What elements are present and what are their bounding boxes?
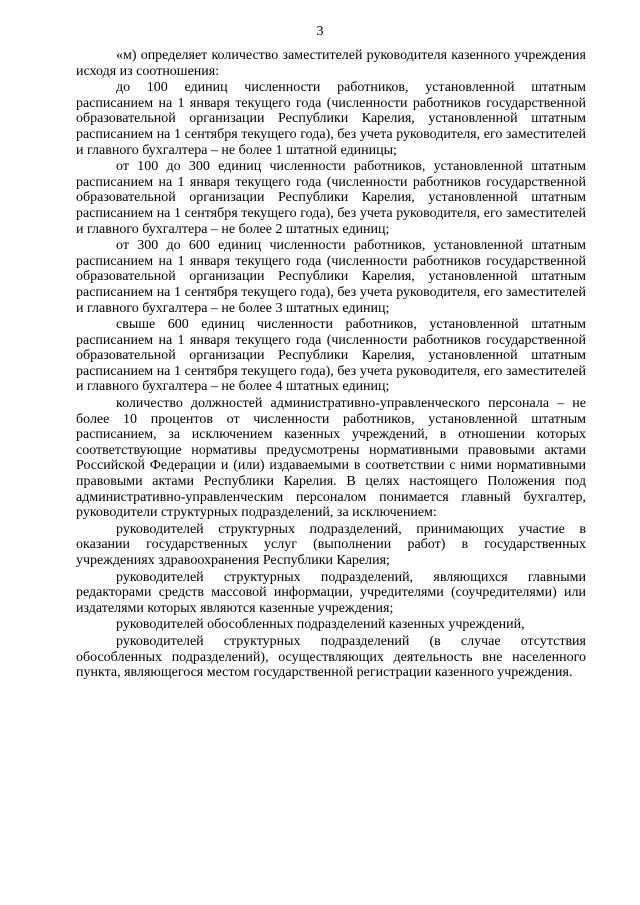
paragraph-exception-outside-locality: руководителей структурных подразделений (в случае отсутствия обособленных подразделений), осуществляющих деятельность вне населенного пункта, являющегося местом государственной регистрации казенного учреждения. [76, 633, 586, 681]
paragraph-intro: «м) определяет количество заместителей руководителя казенного учреждения исходя из соотношения: [76, 48, 586, 79]
paragraph-up-to-100: до 100 единиц численности работников, установленной штатным расписанием на 1 января текущего года (численности работников государственной образовательной организации Республики Карелия, установленной штатным расписанием на 1 сентября текущего года), без учета руководителя, его заместителей и главного бухгалтера – не более 1 штатной единицы; [76, 80, 586, 158]
paragraph-admin-staff: количество должностей административно-управленческого персонала – не более 10 процентов от численности работников, установленной штатным расписанием, за исключением казенных учреждений, в отношении которых соответствующие нормативы предусмотрены нормативными правовыми актами Российской Федерации и (или) издаваемыми в соответствии с ними нормативными правовыми актами Республики Карелия. В целях настоящего Положения под административно-управленческим персоналом понимается главный бухгалтер, руководители структурных подразделений, за исключением: [76, 396, 586, 521]
paragraph-300-to-600: от 300 до 600 единиц численности работников, установленной штатным расписанием на 1 января текущего года (численности работников государственной образовательной организации Республики Карелия, установленной штатным расписанием на 1 сентября текущего года), без учета руководителя, его заместителей и главного бухгалтера – не более 3 штатных единиц; [76, 238, 586, 316]
page-number: 3 [316, 24, 324, 39]
paragraph-exception-media: руководителей структурных подразделений, являющихся главными редакторами средств массовой информации, учредителями (соучредителями) или издателями которых являются казенные учреждения; [76, 569, 586, 616]
paragraph-100-to-300: от 100 до 300 единиц численности работников, установленной штатным расписанием на 1 января текущего года (численности работников государственной образовательной организации Республики Карелия, установленной штатным расписанием на 1 сентября текущего года), без учета руководителя, его заместителей и главного бухгалтера – не более 2 штатных единиц; [76, 159, 586, 237]
paragraph-over-600: свыше 600 единиц численности работников, установленной штатным расписанием на 1 января текущего года (численности работников государственной образовательной организации Республики Карелия, установленной штатным расписанием на 1 сентября текущего года), без учета руководителя, его заместителей и главного бухгалтера – не более 4 штатных единиц; [76, 317, 586, 395]
document-body [76, 48, 586, 681]
paragraph-exception-separate-units: руководителей обособленных подразделений казенных учреждений, [116, 617, 525, 633]
paragraph-exception-healthcare: руководителей структурных подразделений, принимающих участие в оказании государственных услуг (выполнении работ) в государственных учреждениях здравоохранения Республики Карелия; [76, 521, 586, 568]
